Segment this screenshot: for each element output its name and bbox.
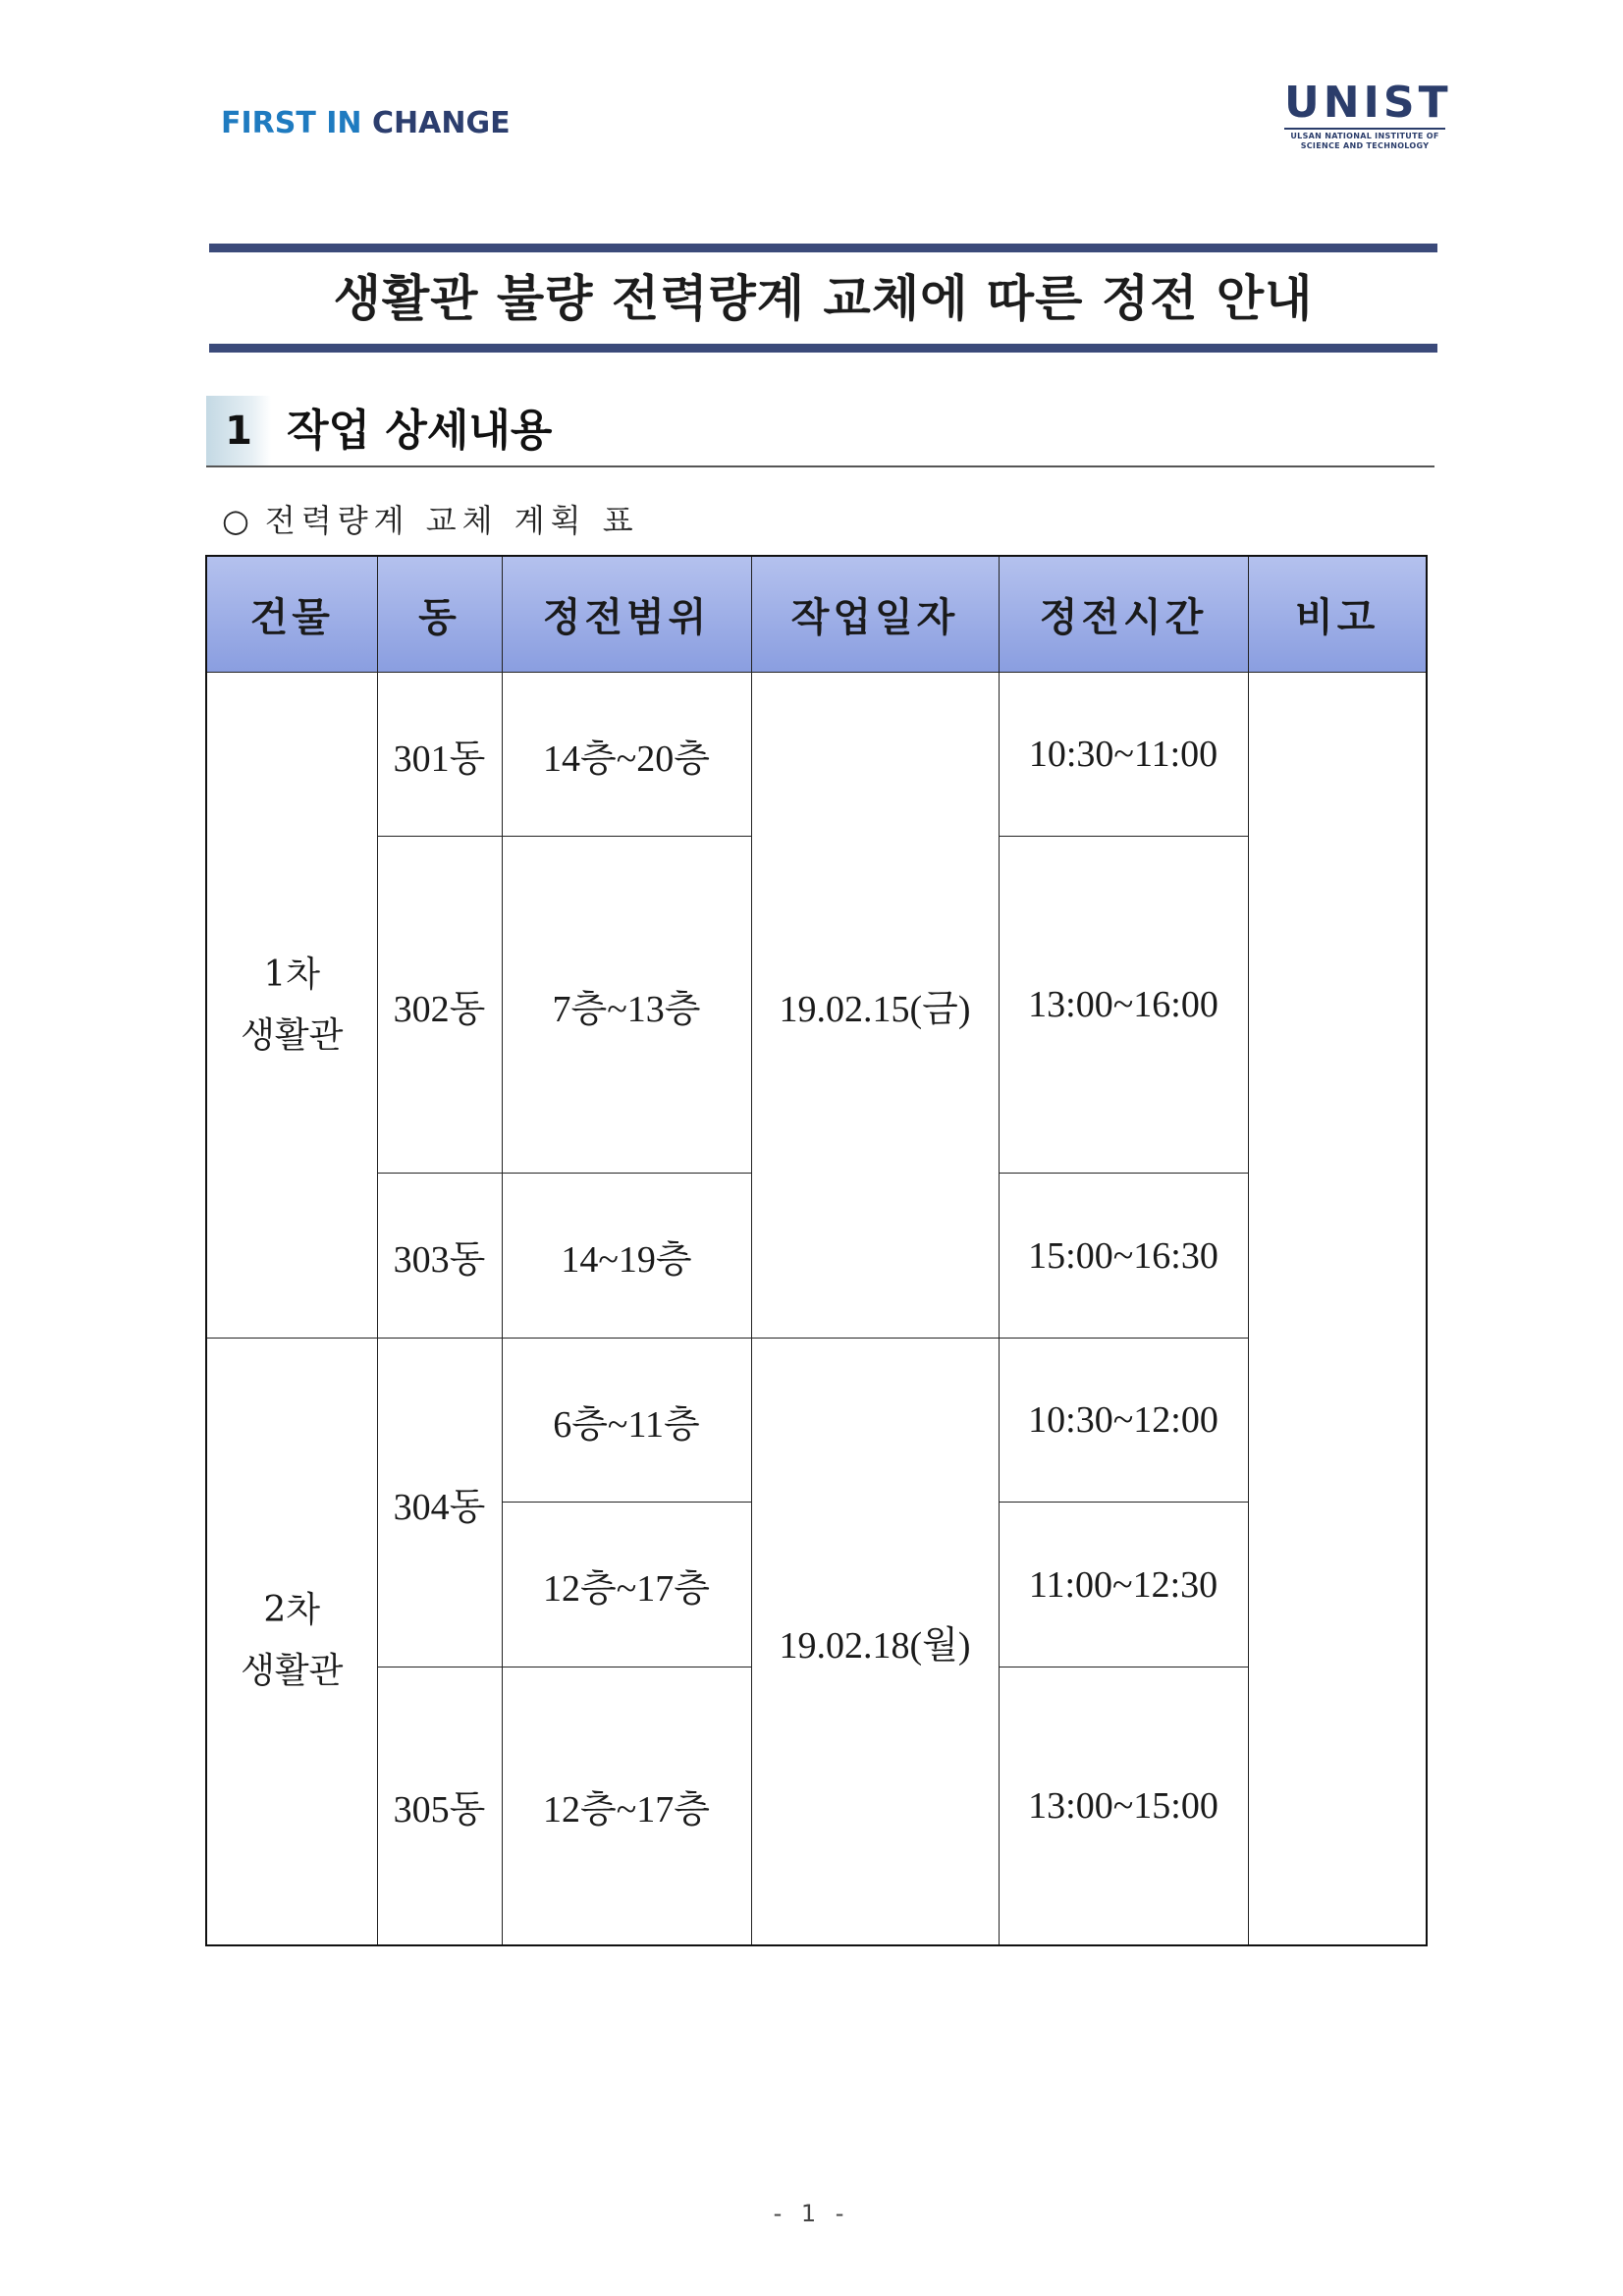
table-row [206,673,1427,837]
header-outage-time: 정전시간 [999,556,1248,673]
range-cell: 7층~13층 [502,837,751,1174]
header-note: 비고 [1248,556,1427,673]
time-cell: 10:30~11:00 [999,673,1248,837]
bullet-circle-icon: ○ [222,502,249,539]
note-cell [1248,673,1427,1945]
time-cell: 13:00~16:00 [999,837,1248,1174]
unist-logo [1284,78,1452,151]
table-header-row [206,556,1427,673]
logo-subtitle [1284,128,1445,151]
building-cell [206,673,377,1339]
header-dong: 동 [377,556,502,673]
range-cell: 14~19층 [502,1174,751,1339]
logo-subtitle-line-1: ULSAN NATIONAL INSTITUTE OF [1290,132,1439,140]
building-name-line-2: 생활관 [241,1651,344,1692]
document-title: 생활관 불량 전력량계 교체에 따른 정전 안내 [333,270,1314,327]
header-building: 건물 [206,556,377,673]
range-cell: 14층~20층 [502,673,751,837]
range-cell: 6층~11층 [502,1339,751,1503]
building-name-line-1: 2차 [263,1590,321,1631]
dong-cell: 302동 [377,837,502,1174]
section-underline [206,465,1434,467]
table-caption-text: 전력량계 교체 계획 표 [264,502,639,539]
table-caption [222,499,639,542]
time-cell: 11:00~12:30 [999,1503,1248,1667]
replacement-plan-table [205,555,1428,1946]
header-work-date: 작업일자 [751,556,999,673]
tagline [221,106,511,140]
title-bottom-rule [209,344,1437,353]
building-name-line-1: 1차 [263,954,321,995]
dong-cell: 305동 [377,1667,502,1945]
range-cell: 12층~17층 [502,1503,751,1667]
time-cell: 10:30~12:00 [999,1339,1248,1503]
building-cell [206,1339,377,1945]
time-cell: 15:00~16:30 [999,1174,1248,1339]
time-cell: 13:00~15:00 [999,1667,1248,1945]
dong-cell: 301동 [377,673,502,837]
dong-cell: 304동 [377,1339,502,1667]
header-outage-range: 정전범위 [502,556,751,673]
date-cell: 19.02.18(월) [751,1339,999,1945]
building-name-line-2: 생활관 [241,1014,344,1056]
range-cell: 12층~17층 [502,1667,751,1945]
section-number: 1 [225,409,252,454]
logo-wordmark: UNIST [1284,78,1452,128]
section-title: 작업 상세내용 [287,406,553,456]
page-number: - 1 - [773,2200,850,2227]
dong-cell: 303동 [377,1174,502,1339]
tagline-change: CHANGE [372,106,511,140]
tagline-first-in: FIRST IN [221,106,362,140]
title-top-rule [209,244,1437,252]
table-row [206,1339,1427,1503]
logo-subtitle-line-2: SCIENCE AND TECHNOLOGY [1300,141,1430,150]
date-cell: 19.02.15(금) [751,673,999,1339]
